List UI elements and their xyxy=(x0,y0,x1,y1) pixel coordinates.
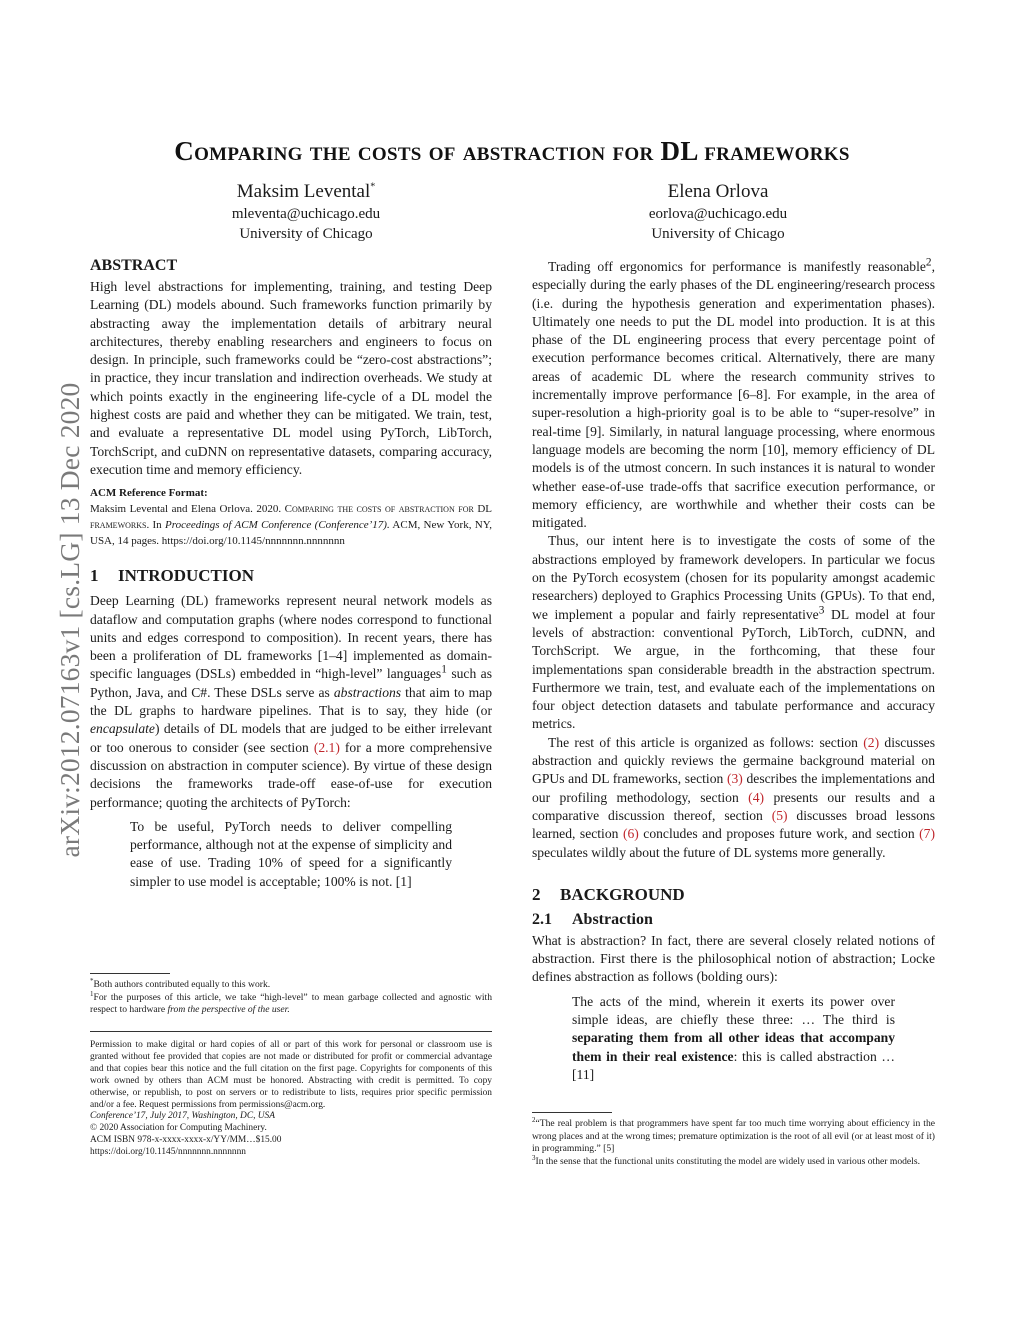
arxiv-sidebar xyxy=(50,290,90,950)
footnote: $^2$“The real problem is that programmers have spent far too much time worrying about efficiency in the wrong places and at the wrong times; premature optimization is the root of all evil (or at least most of it) in programming.” [5] xyxy=(532,1115,935,1155)
footnote: *Both authors contributed equally to this work. xyxy=(90,976,271,990)
doi-line: https://doi.org/10.1145/nnnnnnn.nnnnnnn xyxy=(90,1147,246,1158)
footnote-mark: 3 xyxy=(818,604,825,617)
footnote-mark: 2 xyxy=(925,256,932,269)
author-affiliation: University of Chicago xyxy=(651,226,785,242)
section-link[interactable]: (2) xyxy=(863,734,880,750)
section-heading-background: 2 BACKGROUND xyxy=(532,884,685,904)
section-link[interactable]: (7) xyxy=(919,826,935,842)
copyright-line: © 2020 Association for Computing Machinery. xyxy=(90,1123,267,1134)
author-affiliation: University of Chicago xyxy=(239,226,373,242)
acm-reference-text: Maksim Levental and Elena Orlova. 2020. Comparing the costs of abstraction for DL frameworks. In Proceedings of ACM Conference (Conference’17). ACM, New York, NY, USA, 14 pages. https://doi.org/10.1145/nnnnnnn.nnnnnnn xyxy=(90,503,493,548)
section-link[interactable]: (6) xyxy=(622,826,639,842)
permission-text: Permission to make digital or hard copies of all or part of this work for personal or classroom use is granted without fee provided that copies are not made or distributed for profit or commercial advantage and that copies bear this notice and the full citation on the first page. Copyrights for components of this work owned by others than ACM must be honored. Abstracting with credit is permitted. To copy otherwise, or republish, to post on servers or to redistribute to lists, requires prior specific permission and/or a fee. Request permissions from permissions@acm.org. xyxy=(90,1040,492,1110)
author-email: eorlova@uchicago.edu xyxy=(648,206,788,222)
author-block-1 xyxy=(156,180,456,244)
author-block-2 xyxy=(568,180,868,244)
right-paragraph-3: The rest of this article is organized as follows: section (2) discusses abstraction and quickly reviews the germaine background material on GPUs and DL frameworks, section (3) describes the implementations and our profiling methodology, section (4) presents our results and a comparative discussion thereof, section (5) discusses broad lessons learned, section (6) concludes and proposes future work, and section (7) speculates wildly about the future of DL systems more generally. xyxy=(532,734,936,860)
author-email: mleventa@uchicago.edu xyxy=(231,206,381,222)
right-paragraph-2: Thus, our intent here is to investigate the costs of some of the abstractions employed by framework developers. In particular we focus on the PyTorch ecosystem (chosen for its popularity amongst academic researchers) deployed to Graphics Processing Units (GPUs). To that end, we implement a popular and fairly representative$^3$ DL model at four levels of abstraction: conventional PyTorch, LibTorch, cuDNN, and TorchScript. We argue, in the forthcoming, that these four implementations span considerable breadth in the abstraction spectrum. Furthermore we train, test, and evaluate each of the implementations on four object detection datasets and tabulate performance and accuracy metrics. xyxy=(532,533,935,732)
permission-block xyxy=(90,1040,492,1159)
right-footnotes xyxy=(532,1115,935,1168)
section-link[interactable]: (4) xyxy=(748,789,765,805)
permission-rule xyxy=(90,1031,492,1032)
conference-line: Conference’17, July 2017, Washington, DC, USA xyxy=(90,1111,275,1122)
pytorch-quote: To be useful, PyTorch needs to deliver compelling performance, although not at the expense of simplicity and ease of use. Trading 10% of speed for a significantly simpler to use model is acceptable; 100% is not. [1] xyxy=(130,818,452,889)
section-link[interactable]: (5) xyxy=(771,807,788,823)
abstraction-paragraph: What is abstraction? In fact, there are several closely related notions of abstraction. First there is the philosophical notion of abstraction; Locke defines abstraction as follows (bolding ours): xyxy=(532,932,935,985)
section-heading-introduction: 1 INTRODUCTION xyxy=(90,566,255,586)
right-paragraph-1: Trading off ergonomics for performance is manifestly reasonable$^2$, especially during the early phases of the DL engineering/research process (i.e. during the hypothesis generation and experimentation phases). Ultimately one needs to put the DL model into production. It is at this phase of the DL engineering process that every percentage point of execution performance becomes critical. Alternatively, there are many areas of academic DL where the research community strives to incrementally improve performance [6–8]. For example, in the area of super-resolution a high-priority goal is to be able to “super-resolve” in real-time [9]. Similarly, in natural language processing, where enormous language models are becoming the norm [10], memory efficiency of DL models is of the utmost concern. In such instances it is natural to wonder whether ease-of-use trade-offs that sacrifice execution performance, or memory efficiency, are worthwhile and whether their costs can be mitigated. xyxy=(532,256,935,531)
footnote-rule xyxy=(532,1112,612,1113)
acm-reference-heading: ACM Reference Format: xyxy=(90,487,208,500)
section-link[interactable]: (2.1) xyxy=(313,739,340,755)
subsection-heading-abstraction: 2.1 Abstraction xyxy=(532,910,653,928)
abstract-heading: ABSTRACT xyxy=(90,257,178,274)
abstract-text: High level abstractions for implementing, training, and testing Deep Learning (DL) models abound. Such frameworks function primarily by abstracting away the implementation details of arbitrary neural architectures, thereby enabling researchers and engineers to focus on design. In principle, such frameworks could be “zero-cost abstractions”; in practice, they incur translation and indirection overheads. We study at which points exactly in the engineering life-cycle of a DL model the highest costs are paid and whether they can be mitigated. We train, test, and evaluate a representative DL model using PyTorch, LibTorch, TorchScript, and cuDNN on representative datasets, comparing accuracy, execution time and memory efficiency. xyxy=(90,279,492,477)
right-column xyxy=(532,258,935,1084)
left-column xyxy=(90,255,492,891)
footnote: $^1$For the purposes of this article, we take “high-level” to mean garbage collected and agnostic with respect to hardware from the perspective of the user. xyxy=(90,989,492,1016)
author-name: Maksim Levental* xyxy=(236,181,376,202)
section-link[interactable]: (3) xyxy=(726,771,743,787)
locke-quote: The acts of the mind, wherein it exerts its power over simple ideas, are chiefly these three: … The third is separating them from all other ideas that accompany them in their real existence: this is called abstraction … [11] xyxy=(572,993,895,1082)
isbn-line: ACM ISBN 978-x-xxxx-xxxx-x/YY/MM…$15.00 xyxy=(90,1135,282,1146)
author-mark: * xyxy=(370,181,376,193)
arxiv-identifier: arXiv:2012.07163v1 [cs.LG] 13 Dec 2020 xyxy=(54,382,85,858)
paper-title: Comparing the costs of abstraction for DL frameworks xyxy=(174,136,850,166)
footnote-mark: 1 xyxy=(441,663,447,676)
left-footnotes xyxy=(90,976,492,1017)
footnote: $^3$In the sense that the functional units constituting the model are widely used in various other models. xyxy=(532,1153,920,1167)
author-name: Elena Orlova xyxy=(667,181,769,202)
intro-paragraph: Deep Learning (DL) frameworks represent neural network models as dataflow and computation graphs (where nodes correspond to functional units and edges correspond to composition). In recent years, there has been a proliferation of DL frameworks [1–4] implemented as domain-specific languages (DSLs) embedded in “high-level” languages$^1$ such as Python, Java, and C#. These DSLs serve as abstractions that aim to map the DL graphs to hardware pipelines. That is to say, they hide (or encapsulate) details of DL models that are judged to be either irrelevant or too onerous to consider (see section (2.1) for a more comprehensive discussion on abstraction in computer science). By virtue of these design decisions the frameworks trade-off ease-of-use for execution performance; quoting the architects of PyTorch: xyxy=(90,593,492,810)
footnote-rule xyxy=(90,973,170,974)
